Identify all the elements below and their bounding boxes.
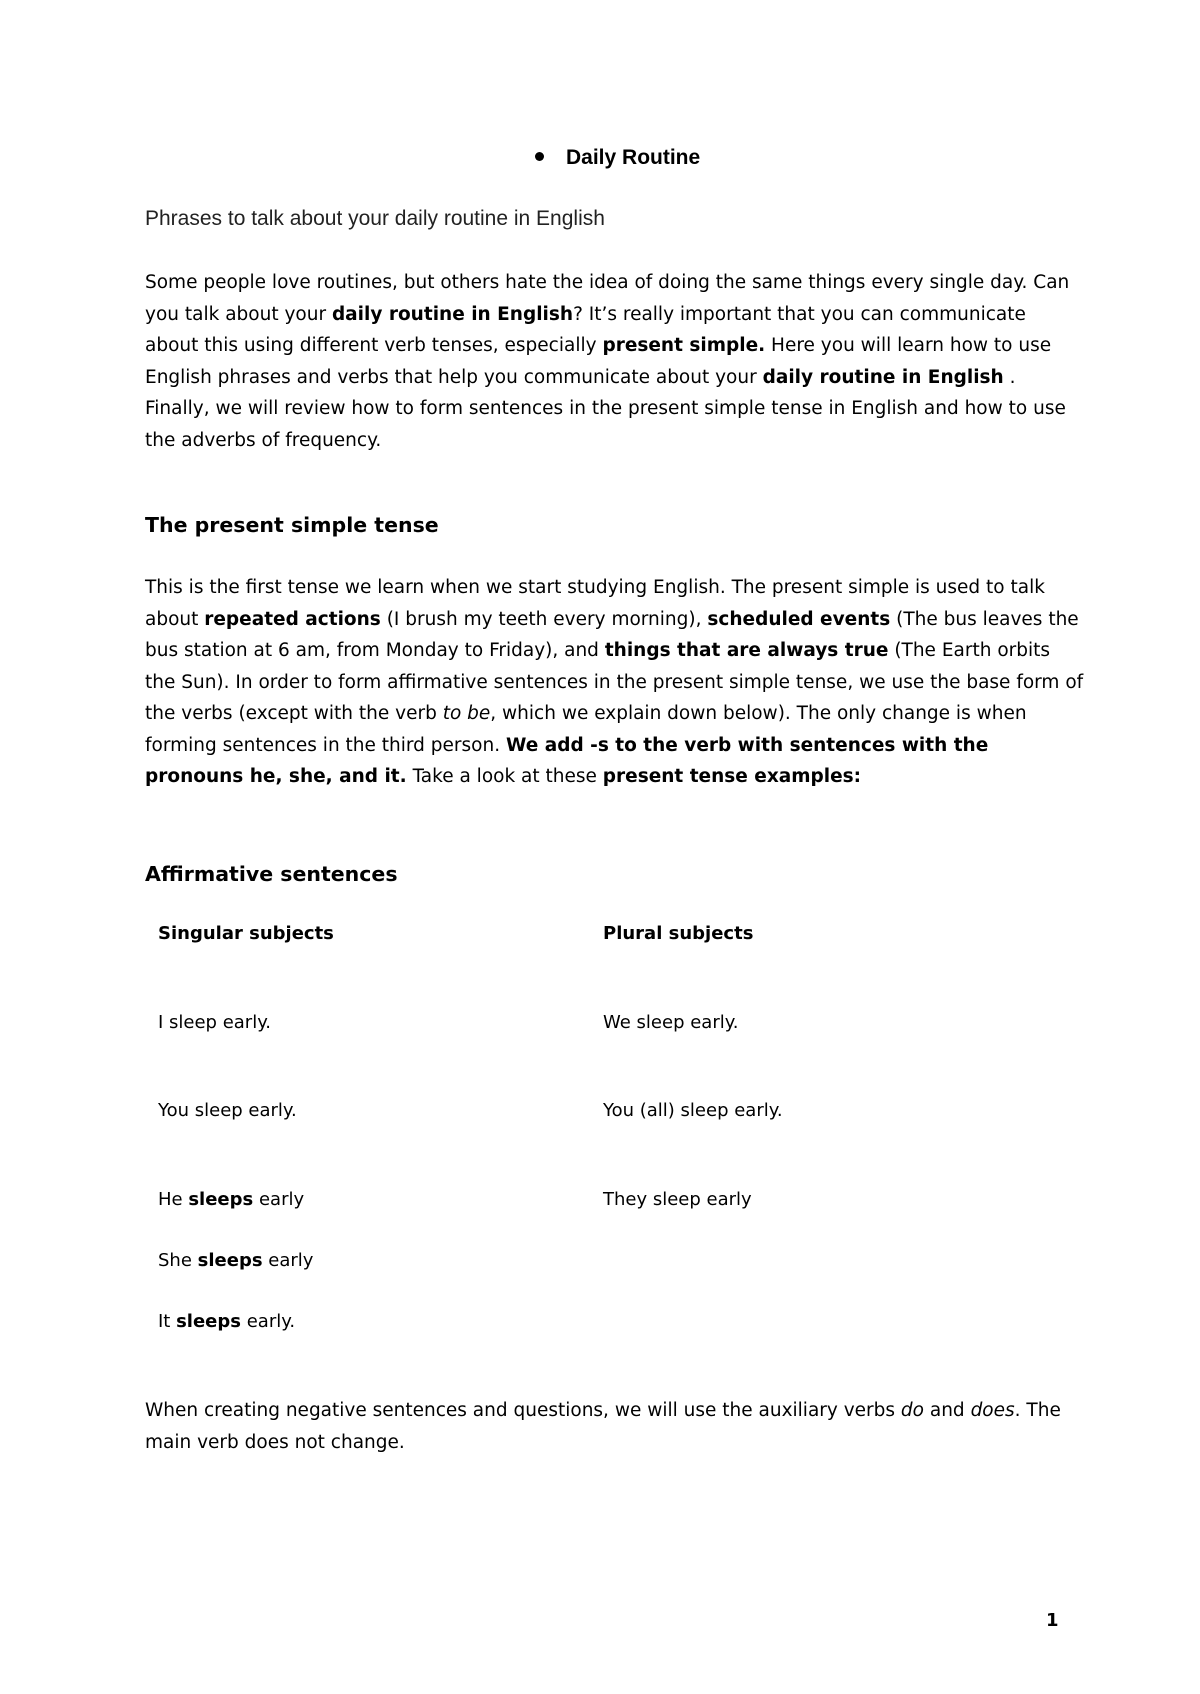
title-text: Daily Routine (566, 146, 701, 169)
singular-example: It sleeps early. (158, 1311, 296, 1332)
singular-column-header: Singular subjects (158, 923, 334, 944)
plural-example: We sleep early. (603, 1012, 739, 1033)
plural-example: You (all) sleep early. (603, 1100, 783, 1121)
subtitle: Phrases to talk about your daily routine in English (145, 207, 605, 230)
present-simple-paragraph: This is the first tense we learn when we start studying English. The present simple is used to talk about repeated actions (I brush my teeth every morning), scheduled events (The bus leaves the bus station at 6 am, from Monday to Friday), and things that are always true (The Earth orbits the Sun). In order to form affirmative sentences in the present simple tense, we use the base form of the verbs (except with the verb to be, which we explain down below). The only change is when forming sentences in the third person. We add -s to the verb with sentences with the pronouns he, she, and it. Take a look at these present tense examples: (145, 577, 1084, 787)
document-title (535, 146, 700, 170)
page-number: 1 (1046, 1610, 1059, 1631)
singular-example: She sleeps early (158, 1250, 314, 1271)
plural-example: They sleep early (603, 1189, 752, 1210)
affirmative-heading: Affirmative sentences (145, 862, 398, 886)
singular-example: I sleep early. (158, 1012, 272, 1033)
singular-example: He sleeps early (158, 1189, 305, 1210)
singular-example: You sleep early. (158, 1100, 297, 1121)
intro-paragraph: Some people love routines, but others hate the idea of doing the same things every single day. Can you talk about your daily routine in English? It’s really important that you can communicate about this using different verb tenses, especially present simple. Here you will learn how to use English phrases and verbs that help you communicate about your daily routine in English . Finally, we will review how to form sentences in the present simple tense in English and how to use the adverbs of frequency. (145, 272, 1070, 451)
bullet-icon (535, 152, 544, 161)
present-simple-heading: The present simple tense (145, 513, 439, 537)
plural-column-header: Plural subjects (603, 923, 754, 944)
closing-paragraph: When creating negative sentences and questions, we will use the auxiliary verbs do and does. The main verb does not change. (145, 1400, 1061, 1453)
